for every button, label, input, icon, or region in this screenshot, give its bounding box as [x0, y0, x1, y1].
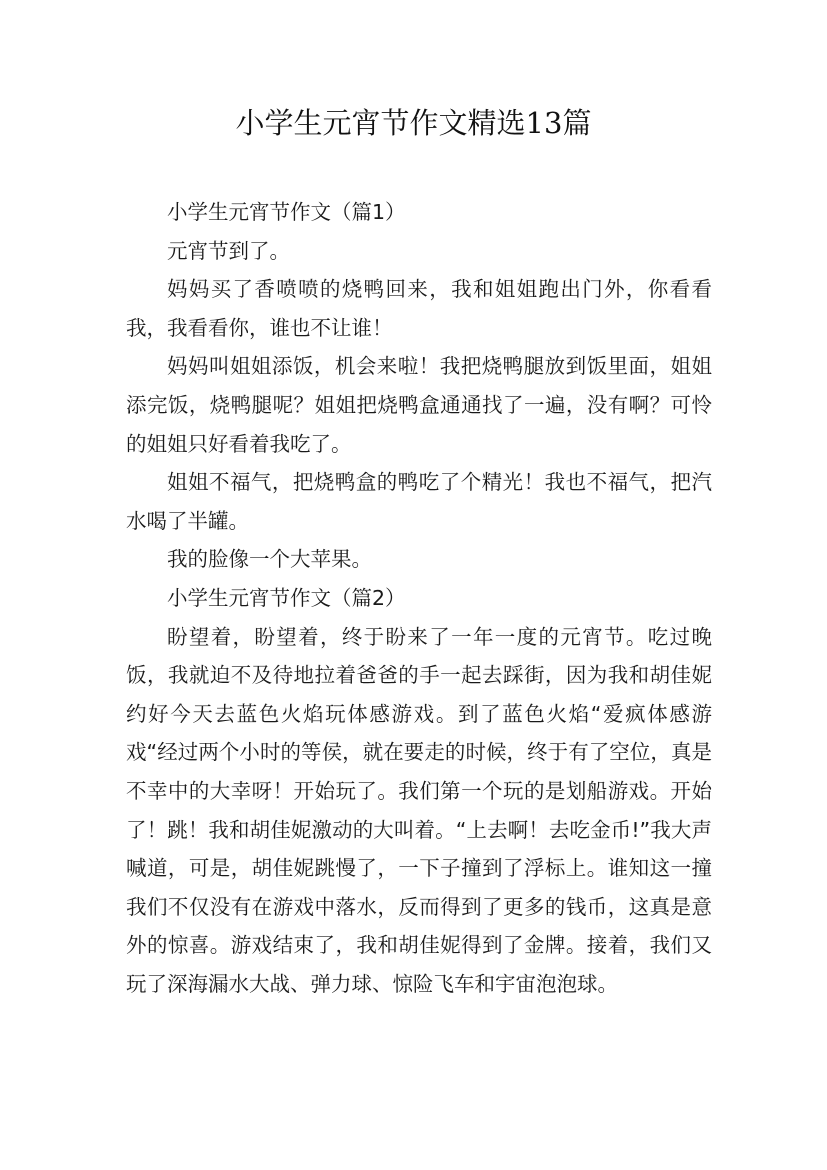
- paragraph: 盼望着，盼望着，终于盼来了一年一度的元宵节。吃过晚饭，我就迫不及待地拉着爸爸的手一起去踩街，因为我和胡佳妮约好今天去蓝色火焰玩体感游戏。到了蓝色火焰“爱疯体感游戏“经过两个小时的等侯，就在要走的时候，终于有了空位，真是不幸中的大幸呀！开始玩了。我们第一个玩的是划船游戏。开始了！跳！我和胡佳妮激动的大叫着。“上去啊！去吃金币!”我大声喊道，可是，胡佳妮跳慢了，一下子撞到了浮标上。谁知这一撞我们不仅没有在游戏中落水，反而得到了更多的钱币，这真是意外的惊喜。游戏结束了，我和胡佳妮得到了金牌。接着，我们又玩了深海漏水大战、弹力球、惊险飞车和宇宙泡泡球。: [126, 624, 712, 996]
- section-heading: 小学生元宵节作文（篇1）: [167, 200, 406, 224]
- paragraph: 我的脸像一个大苹果。: [167, 547, 372, 572]
- paragraph: 妈妈叫姐姐添饭，机会来啦！我把烧鸭腿放到饭里面，姐姐添完饭，烧鸭腿呢？姐姐把烧鸭盒通通找了一遍，没有啊？可怜的姐姐只好看着我吃了。: [126, 354, 712, 456]
- document-body: [126, 193, 712, 1003]
- section-heading: 小学生元宵节作文（篇2）: [167, 585, 406, 610]
- paragraph: 妈妈买了香喷喷的烧鸭回来，我和姐姐跑出门外，你看看我，我看看你，谁也不让谁！: [126, 277, 712, 340]
- document-title: 小学生元宵节作文精选13篇: [235, 106, 592, 140]
- paragraph: 元宵节到了。: [167, 238, 290, 263]
- paragraph: 姐姐不福气，把烧鸭盒的鸭吃了个精光！我也不福气，把汽水喝了半罐。: [126, 470, 712, 533]
